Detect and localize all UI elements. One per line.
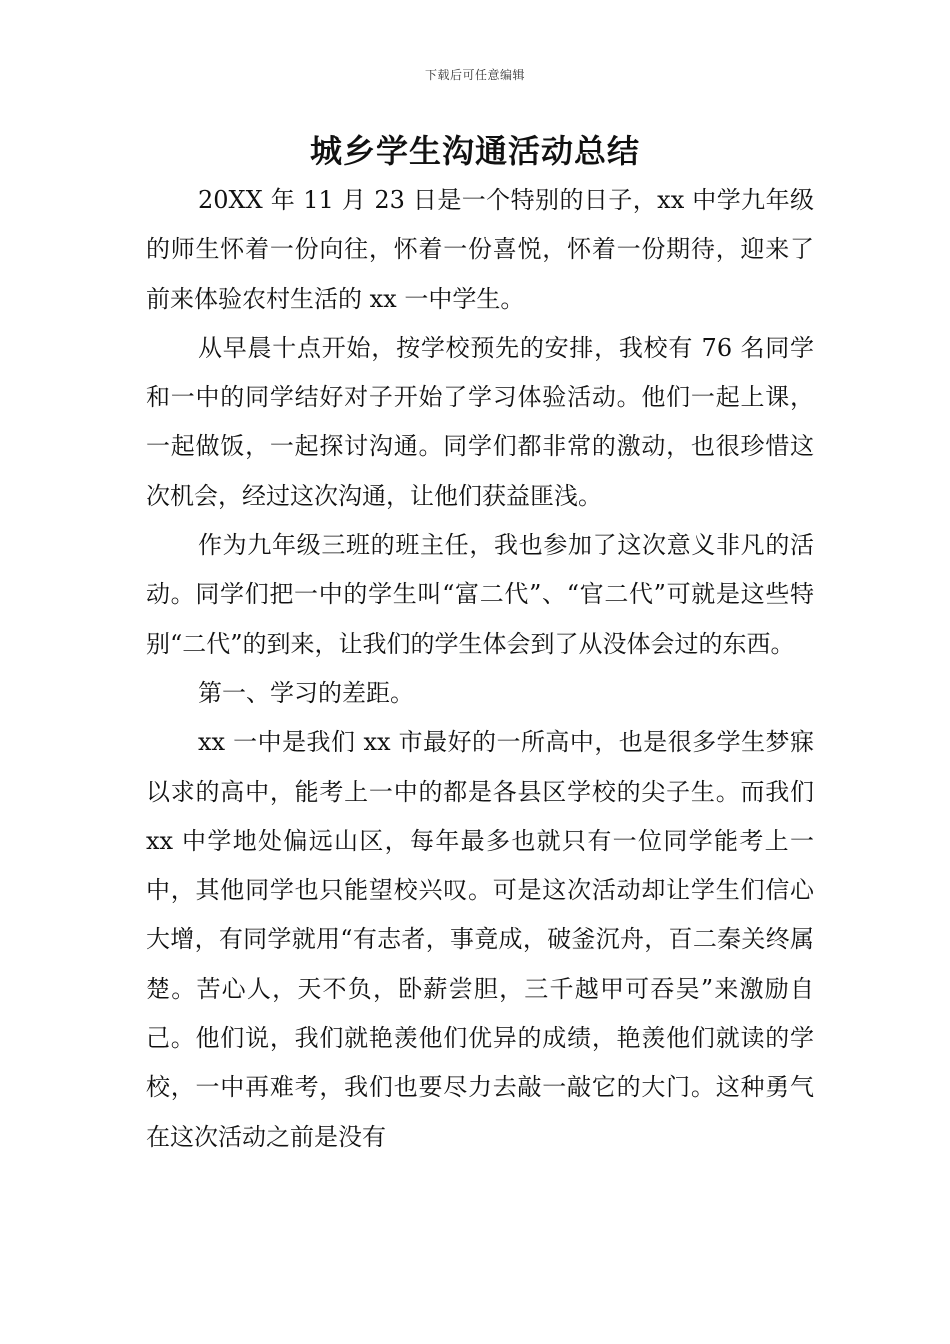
paragraph-teacher: 作为九年级三班的班主任，我也参加了这次意义非凡的活动。同学们把一中的学生叫“富二代”、“官二代”可就是这些特别“二代”的到来，让我们的学生体会到了从没体会过的东西。 (146, 531, 814, 658)
paragraph-section-heading: 第一、学习的差距。 (198, 678, 414, 707)
paragraph-activity: 从早晨十点开始，按学校预先的安排，我校有 76 名同学和一中的同学结好对子开始了学习体验活动。他们一起上课，一起做饭，一起探讨沟通。同学们都非常的激动，也很珍惜这次机会，经过这次沟通，让他们获益匪浅。 (146, 333, 814, 510)
paragraph-intro: 20XX 年 11 月 23 日是一个特别的日子，xx 中学九年级的师生怀着一份向往，怀着一份喜悦，怀着一份期待，迎来了前来体验农村生活的 xx 一中学生。 (146, 186, 814, 313)
paragraph-study-gap: xx 一中是我们 xx 市最好的一所高中，也是很多学生梦寐以求的高中，能考上一中的都是各县区学校的尖子生。而我们 xx 中学地处偏远山区，每年最多也就只有一位同学能考上一中，其他同学也只能望校兴叹。可是这次活动却让学生们信心大增，有同学就用“有志者，事竟成，破釜沉舟，百二秦关终属楚。苦心人，天不负，卧薪尝胆，三千越甲可吞吴”来激励自己。他们说，我们就艳羡他们优异的成绩，艳羡他们就读的学校，一中再难考，我们也要尽力去敲一敲它的大门。这种勇气在这次活动之前是没有 (146, 728, 814, 1151)
document-body (146, 176, 814, 1162)
document-title: 城乡学生沟通活动总结 (309, 132, 640, 170)
header-note: 下载后可任意编辑 (424, 68, 525, 82)
